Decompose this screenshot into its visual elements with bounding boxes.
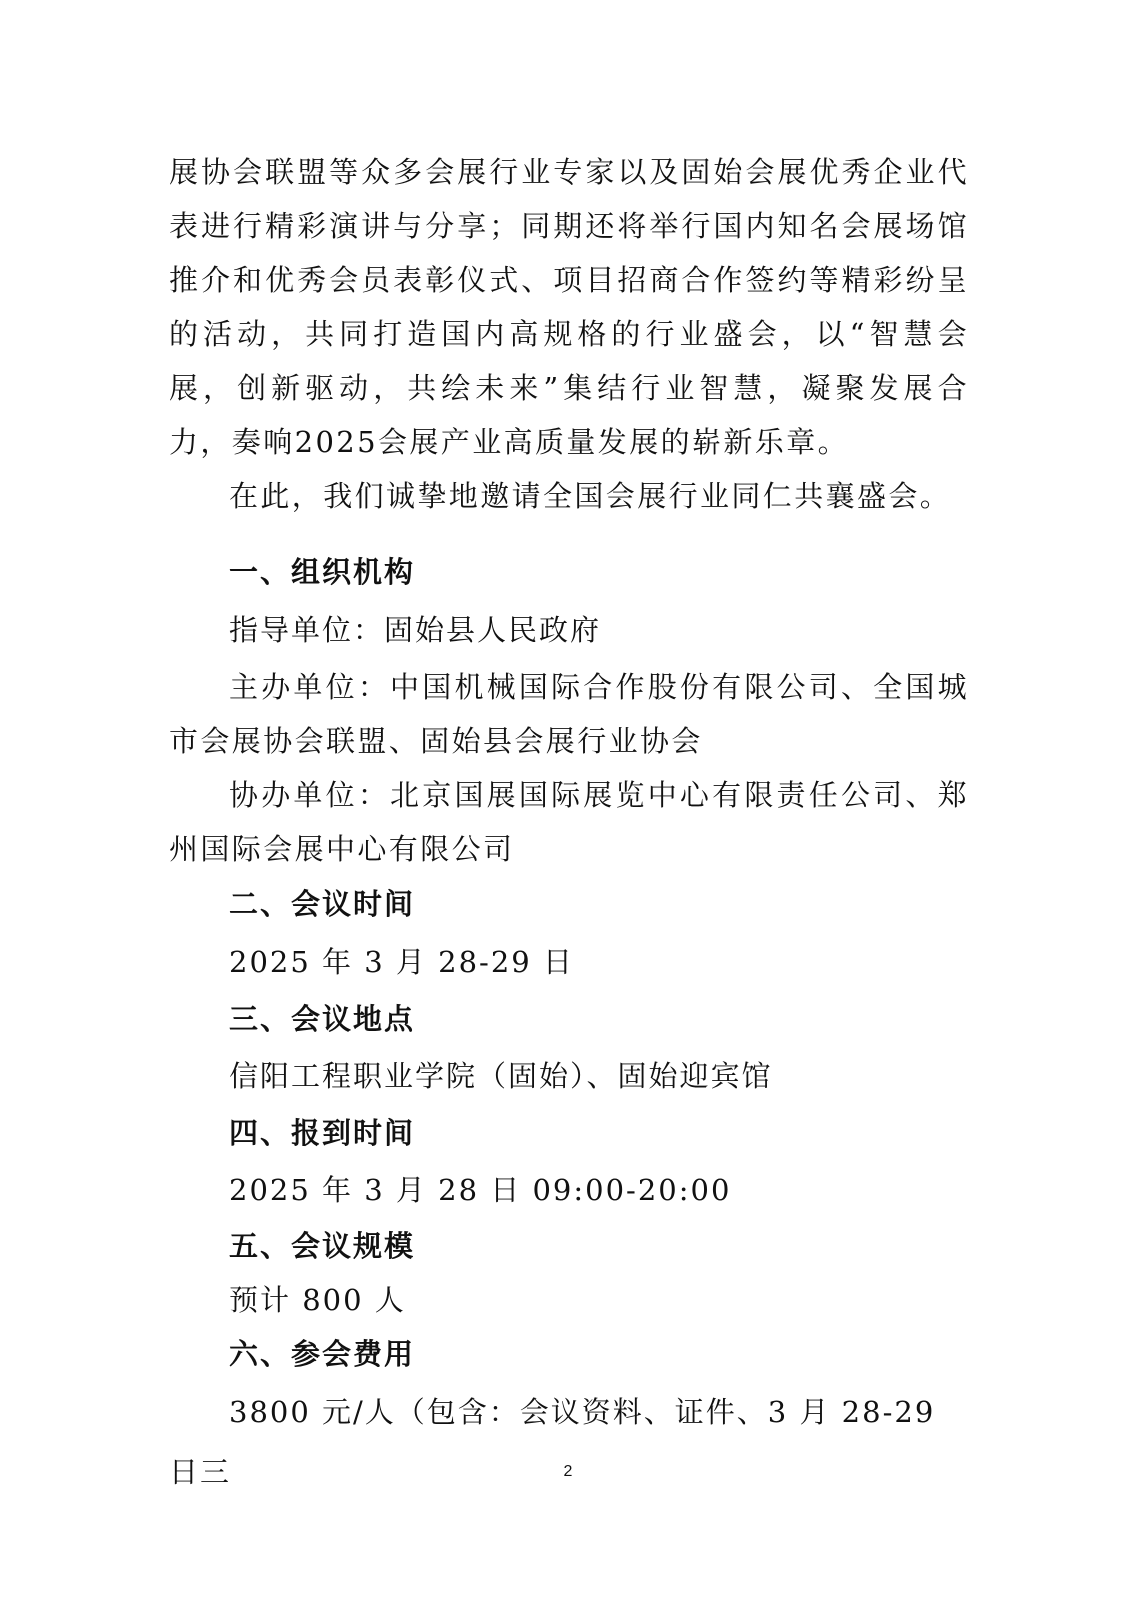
org-co-units: 协办单位：北京国展国际展览中心有限责任公司、郑州国际会展中心有限公司 (169, 778, 969, 866)
section-heading-registration: 四、报到时间 (229, 1116, 416, 1150)
document-body (169, 145, 969, 1489)
invitation-paragraph: 在此，我们诚挚地邀请全国会展行业同仁共襄盛会。 (229, 479, 952, 513)
section-heading-fee: 六、参会费用 (229, 1337, 416, 1371)
intro-paragraph: 展协会联盟等众多会展行业专家以及固始会展优秀企业代表进行精彩演讲与分享；同期还将举行国内知名会展场馆推介和优秀会员表彰仪式、项目招商合作签约等精彩纷呈的活动，共同打造国内高规格的行业盛会，以“智慧会展，创新驱动，共绘未来”集结行业智慧，凝聚发展合力，奏响2025会展产业高质量发展的崭新乐章。 (169, 155, 969, 459)
meeting-scale: 预计 800 人 (229, 1283, 406, 1317)
meeting-time: 2025 年 3 月 28-29 日 (229, 945, 574, 979)
org-host-units: 主办单位：中国机械国际合作股份有限公司、全国城市会展协会联盟、固始县会展行业协会 (169, 670, 969, 758)
meeting-place: 信阳工程职业学院（固始）、固始迎宾馆 (229, 1059, 773, 1093)
page-number: 2 (563, 1463, 573, 1480)
registration-time: 2025 年 3 月 28 日 09:00-20:00 (229, 1173, 732, 1207)
org-guide-unit: 指导单位：固始县人民政府 (229, 613, 602, 647)
section-heading-time: 二、会议时间 (229, 887, 416, 921)
section-heading-place: 三、会议地点 (229, 1002, 416, 1036)
section-heading-org: 一、组织机构 (229, 555, 416, 589)
meeting-fee: 3800 元/人（包含：会议资料、证件、3 月 28-29 日三 (169, 1395, 936, 1489)
section-heading-scale: 五、会议规模 (229, 1229, 416, 1263)
